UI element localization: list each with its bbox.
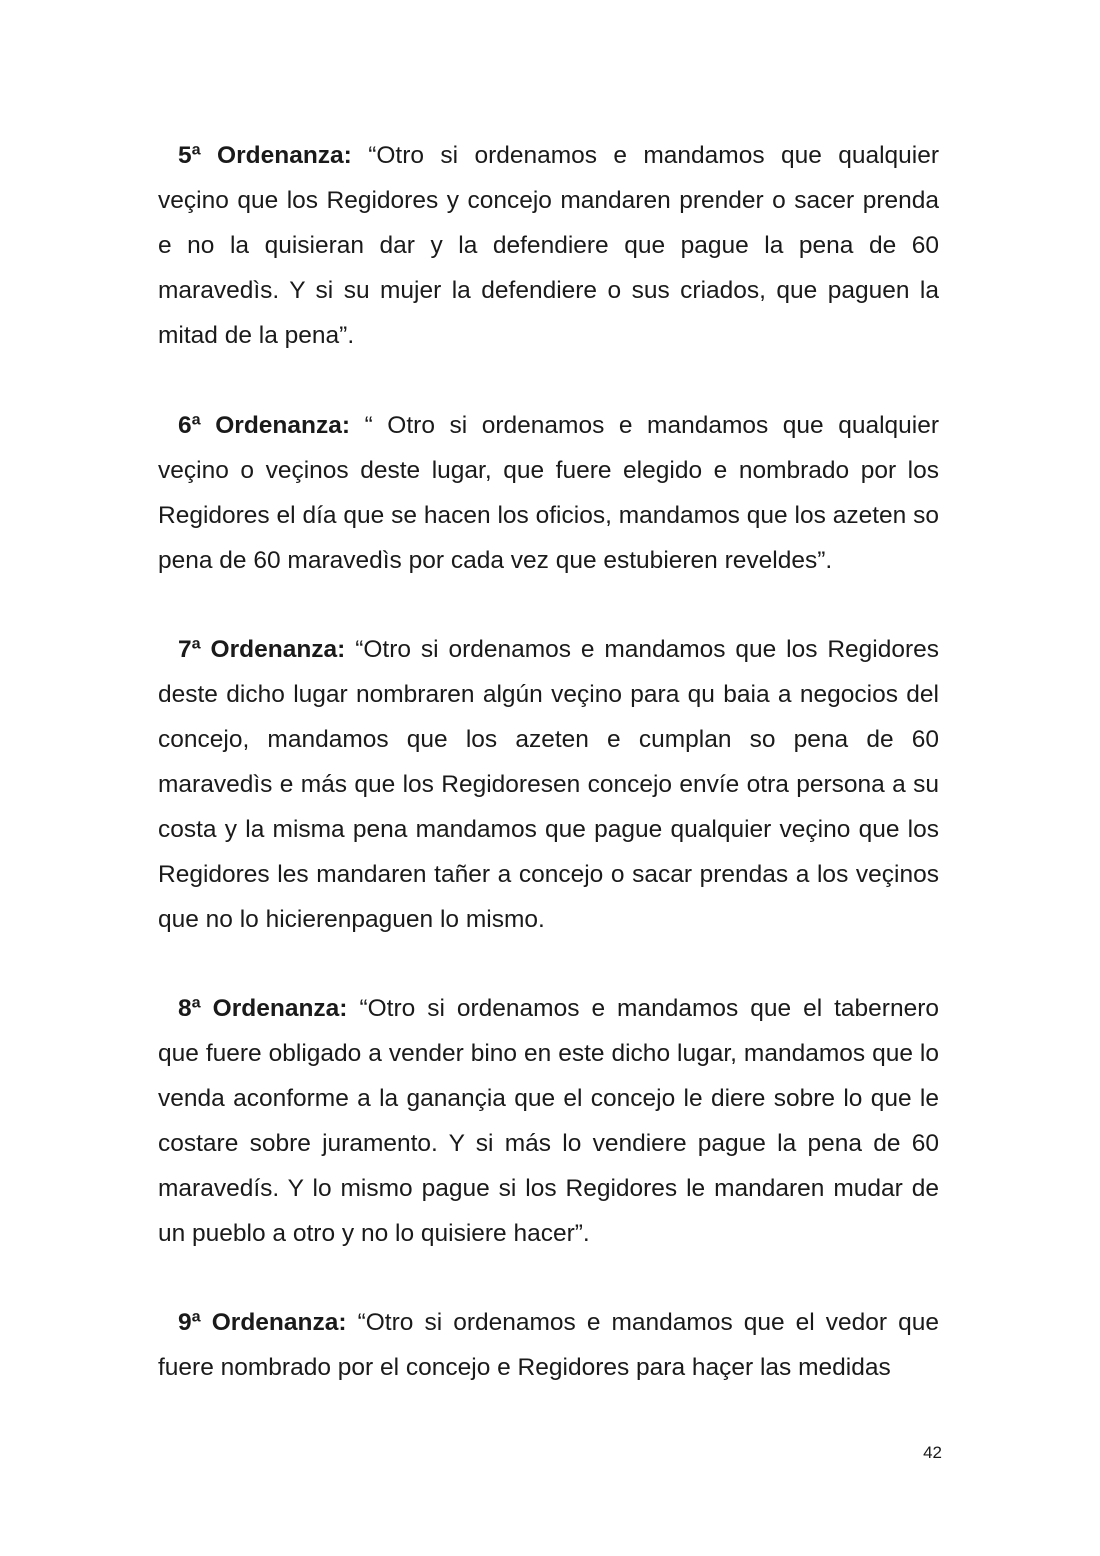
ordinance-text-9: “Otro si ordenamos e mandamos que el vedor que fuere nombrado por el concejo e Regidores para haçer las medidas [158, 1309, 940, 1381]
ordinance-paragraph-8 [158, 986, 939, 1256]
ordinance-paragraph-6 [158, 403, 939, 583]
ordinance-heading-6: 6ª Ordenanza: [178, 412, 351, 439]
ordinance-text-7: “Otro si ordenamos e mandamos que los Regidores deste dicho lugar nombraren algún veçino para qu baia a negocios del concejo, mandamos que los azeten e cumplan so pena de 60 maravedìs e más que los Regidoresen concejo envíe otra persona a su costa y la misma pena mandamos que pague qualquier veçino que los Regidores les mandaren tañer a concejo o sacar prendas a los veçinos que no lo hicierenpaguen lo mismo. [158, 636, 940, 933]
ordinance-text-5: “Otro si ordenamos e mandamos que qualquier veçino que los Regidores y concejo mandaren prender o sacer prenda e no la quisieran dar y la defendiere que pague la pena de 60 maravedìs. Y si su mujer la defendiere o sus criados, que paguen la mitad de la pena”. [158, 142, 939, 349]
document-body [158, 133, 939, 1434]
ordinance-heading-8: 8ª Ordenanza: [178, 995, 348, 1022]
ordinance-paragraph-7 [158, 627, 939, 942]
ordinance-heading-9: 9ª Ordenanza: [178, 1309, 347, 1336]
ordinance-text-8: “Otro si ordenamos e mandamos que el tabernero que fuere obligado a vender bino en este dicho lugar, mandamos que lo venda aconforme a la ganançia que el concejo le diere sobre lo que le costare sobre juramento. Y si más lo vendiere pague la pena de 60 maravedís. Y lo mismo pague si los Regidores le mandaren mudar de un pueblo a otro y no lo quisiere hacer”. [158, 995, 939, 1247]
ordinance-heading-5: 5ª Ordenanza: [178, 142, 352, 169]
ordinance-heading-7: 7ª Ordenanza: [178, 636, 346, 663]
page-number: 42 [923, 1443, 942, 1462]
ordinance-paragraph-5 [158, 133, 939, 358]
ordinance-text-6: “ Otro si ordenamos e mandamos que qualquier veçino o veçinos deste lugar, que fuere elegido e nombrado por los Regidores el día que se hacen los oficios, mandamos que los azeten so pena de 60 maravedìs por cada vez que estubieren reveldes”. [158, 412, 940, 574]
ordinance-paragraph-9 [158, 1300, 939, 1390]
